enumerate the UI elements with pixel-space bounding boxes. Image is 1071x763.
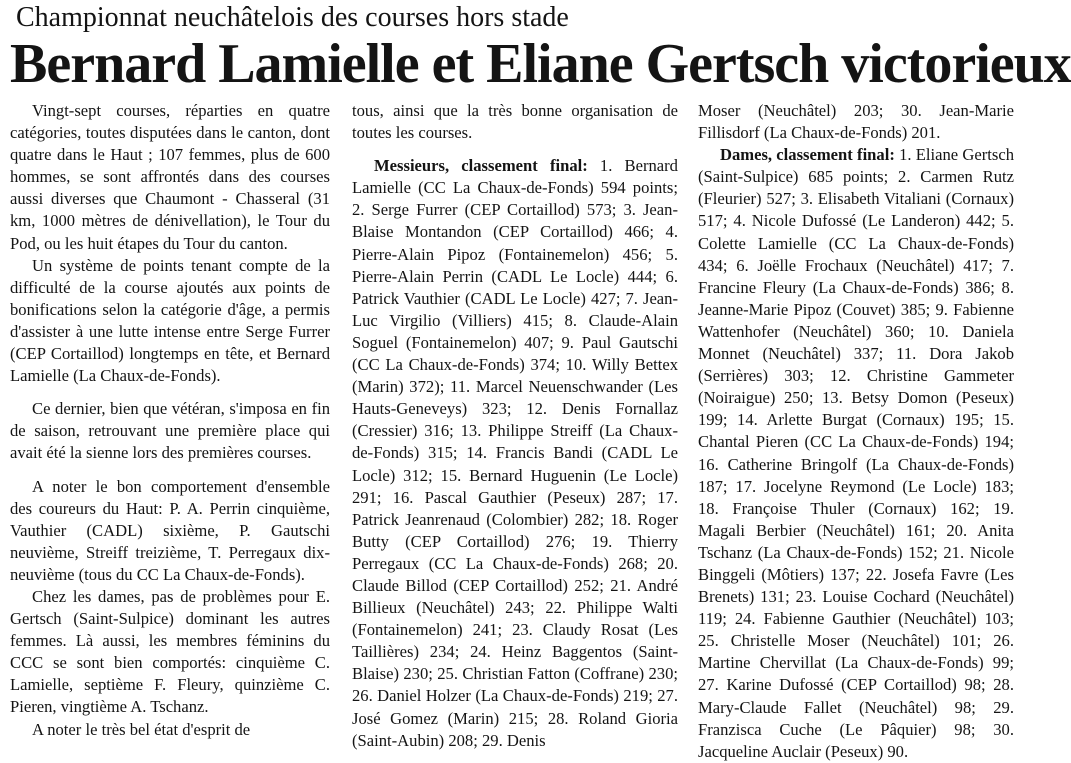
women-results-heading: Dames, classement final: bbox=[720, 145, 895, 165]
article-kicker: Championnat neuchâtelois des courses hors stade bbox=[16, 2, 569, 33]
column-3 bbox=[698, 100, 1014, 761]
article-body bbox=[10, 100, 1014, 761]
column-2 bbox=[352, 100, 678, 750]
article-headline: Bernard Lamielle et Eliane Gertsch victorieux bbox=[10, 33, 1071, 95]
column-1 bbox=[10, 100, 330, 746]
paragraph-intro: Vingt-sept courses, réparties en quatre catégories, toutes disputées dans le canton, dont quatre dans le Haut ; 107 femmes, plus de 600 hommes, se sont affrontés dans des courses aussi diverses que Chaumont - Chasseral (31 km, 1000 mètres de dénivellation), le Tour du Pod, ou les huit étapes du Tour du canton. bbox=[10, 101, 330, 253]
paragraph-points-system: Un système de points tenant compte de la difficulté de la course ajoutés aux points de bonifications selon la catégorie d'âge, a permis d'assister à une lutte intense entre Serge Furrer (CEP Cortaillod) longtemps en tête, et Bernard Lamielle (La Chaux-de-Fonds). bbox=[10, 255, 330, 386]
women-results-list: 1. Eliane Gertsch (Saint-Sulpice) 685 points; 2. Carmen Rutz (Fleurier) 527; 3. Elisabeth Vitaliani (Cornaux) 517; 4. Nicole Dufossé (Le Landeron) 442; 5. Colette Lamielle (CC La Chaux-de-Fonds) 434; 6. Joëlle Frochaux (Neuchâtel) 417; 7. Francine Fleury (La Chaux-de-Fonds) 386; 8. Jeanne-Marie Pipoz (Couvet) 385; 9. Fabienne Wattenhofer (Neuchâtel) 360; 10. Daniela Monnet (Neuchâtel) 337; 11. Dora Jakob (Serrières) 303; 12. Christine Gammeter (Noiraigue) 250; 13. Betsy Domon (Peseux) 199; 14. Arlette Burgat (Cornaux) 195; 15. Chantal Pieren (CC La Chaux-de-Fonds) 194; 16. Catherine Bringolf (La Chaux-de-Fonds) 187; 17. Jocelyne Reymond (Le Locle) 183; 18. Françoise Thuler (Cornaux) 162; 19. Magali Berbier (Neuchâtel) 161; 20. Anita Tschanz (La Chaux-de-Fonds) 152; 21. Nicole Binggeli (Môtiers) 137; 22. Josefa Favre (Les Brenets) 131; 23. Louise Cochard (Neuchâtel) 119; 24. Fabienne Gauthier (Neuchâtel) 103; 25. Christelle Moser (Neuchâtel) 101; 26. Martine Chervillat (La Chaux-de-Fonds) 99; 27. Karine Dufossé (CEP Cortaillod) 98; 28. Mary-Claude Fallet (Neuchâtel) 98; 29. Franzisca Cuche (Le Pâquier) 98; 30. Jacqueline Auclair (Peseux) 90. bbox=[698, 145, 1014, 761]
paragraph-spirit: A noter le très bel état d'esprit de bbox=[32, 719, 251, 739]
men-results-list: 1. Bernard Lamielle (CC La Chaux-de-Fonds) 594 points; 2. Serge Furrer (CEP Cortaillod) 573; 3. Jean-Blaise Montandon (CEP Cortaillod) 466; 4. Pierre-Alain Pipoz (Fontainemelon) 456; 5. Pierre-Alain Perrin (CADL Le Locle) 444; 6. Patrick Vauthier (CADL Le Locle) 427; 7. Jean-Luc Virgilio (Villiers) 415; 8. Claude-Alain Soguel (Fontainemelon) 407; 9. Paul Gautschi (CC La Chaux-de-Fonds) 374; 10. Willy Bettex (Marin) 372); 11. Marcel Neuenschwander (Les Hauts-Geneveys) 323; 12. Denis Fornallaz (Cressier) 316; 13. Philippe Streiff (La Chaux-de-Fonds) 315; 14. Francis Bandi (CADL Le Locle) 312; 15. Bernard Huguenin (Le Locle) 291; 16. Pascal Gauthier (Peseux) 287; 17. Patrick Jeanrenaud (Colombier) 282; 18. Roger Butty (CEP Cortaillod) 276; 19. Thierry Perregaux (CC La Chaux-de-Fonds) 268; 20. Claude Billod (CEP Cortaillod) 252; 21. André Billieux (Neuchâtel) 243; 22. Philippe Walti (Fontainemelon) 241; 23. Claudy Rosat (Les Taillières) 234; 24. Heinz Baggentos (Saint-Blaise) 230; 25. Christian Fatton (Coffrane) 230; 26. Daniel Holzer (La Chaux-de-Fonds) 219; 27. José Gomez (Marin) 215; 28. Roland Gioria (Saint-Aubin) 208; 29. Denis bbox=[352, 156, 678, 750]
men-results bbox=[352, 155, 678, 752]
paragraph-veteran: Ce dernier, bien que vétéran, s'imposa en fin de saison, retrouvant une première place qui avait été la sienne lors des premières courses. bbox=[10, 399, 330, 463]
paragraph-spirit-continued: tous, ainsi que la très bonne organisation de toutes les courses. bbox=[352, 101, 678, 143]
paragraph-haut-runners: A noter le bon comportement d'ensemble des coureurs du Haut: P. A. Perrin cinquième, Vauthier (CADL) sixième, P. Gautschi neuvième, Streiff treizième, T. Perregaux dix-neuvième (tous du CC La Chaux-de-Fonds). bbox=[10, 476, 330, 584]
paragraph-women: Chez les dames, pas de problèmes pour E. Gertsch (Saint-Sulpice) dominant les autres femmes. Là aussi, les membres féminins du CCC se sont bien comportés: cinquième C. Lamielle, septième F. Fleury, quinzième C. Pieren, vingtième A. Tschanz. bbox=[10, 586, 330, 717]
men-results-continued: Moser (Neuchâtel) 203; 30. Jean-Marie Fillisdorf (La Chaux-de-Fonds) 201. bbox=[698, 101, 1014, 143]
women-results bbox=[698, 144, 1014, 763]
men-results-heading: Messieurs, classement final: bbox=[374, 156, 588, 176]
